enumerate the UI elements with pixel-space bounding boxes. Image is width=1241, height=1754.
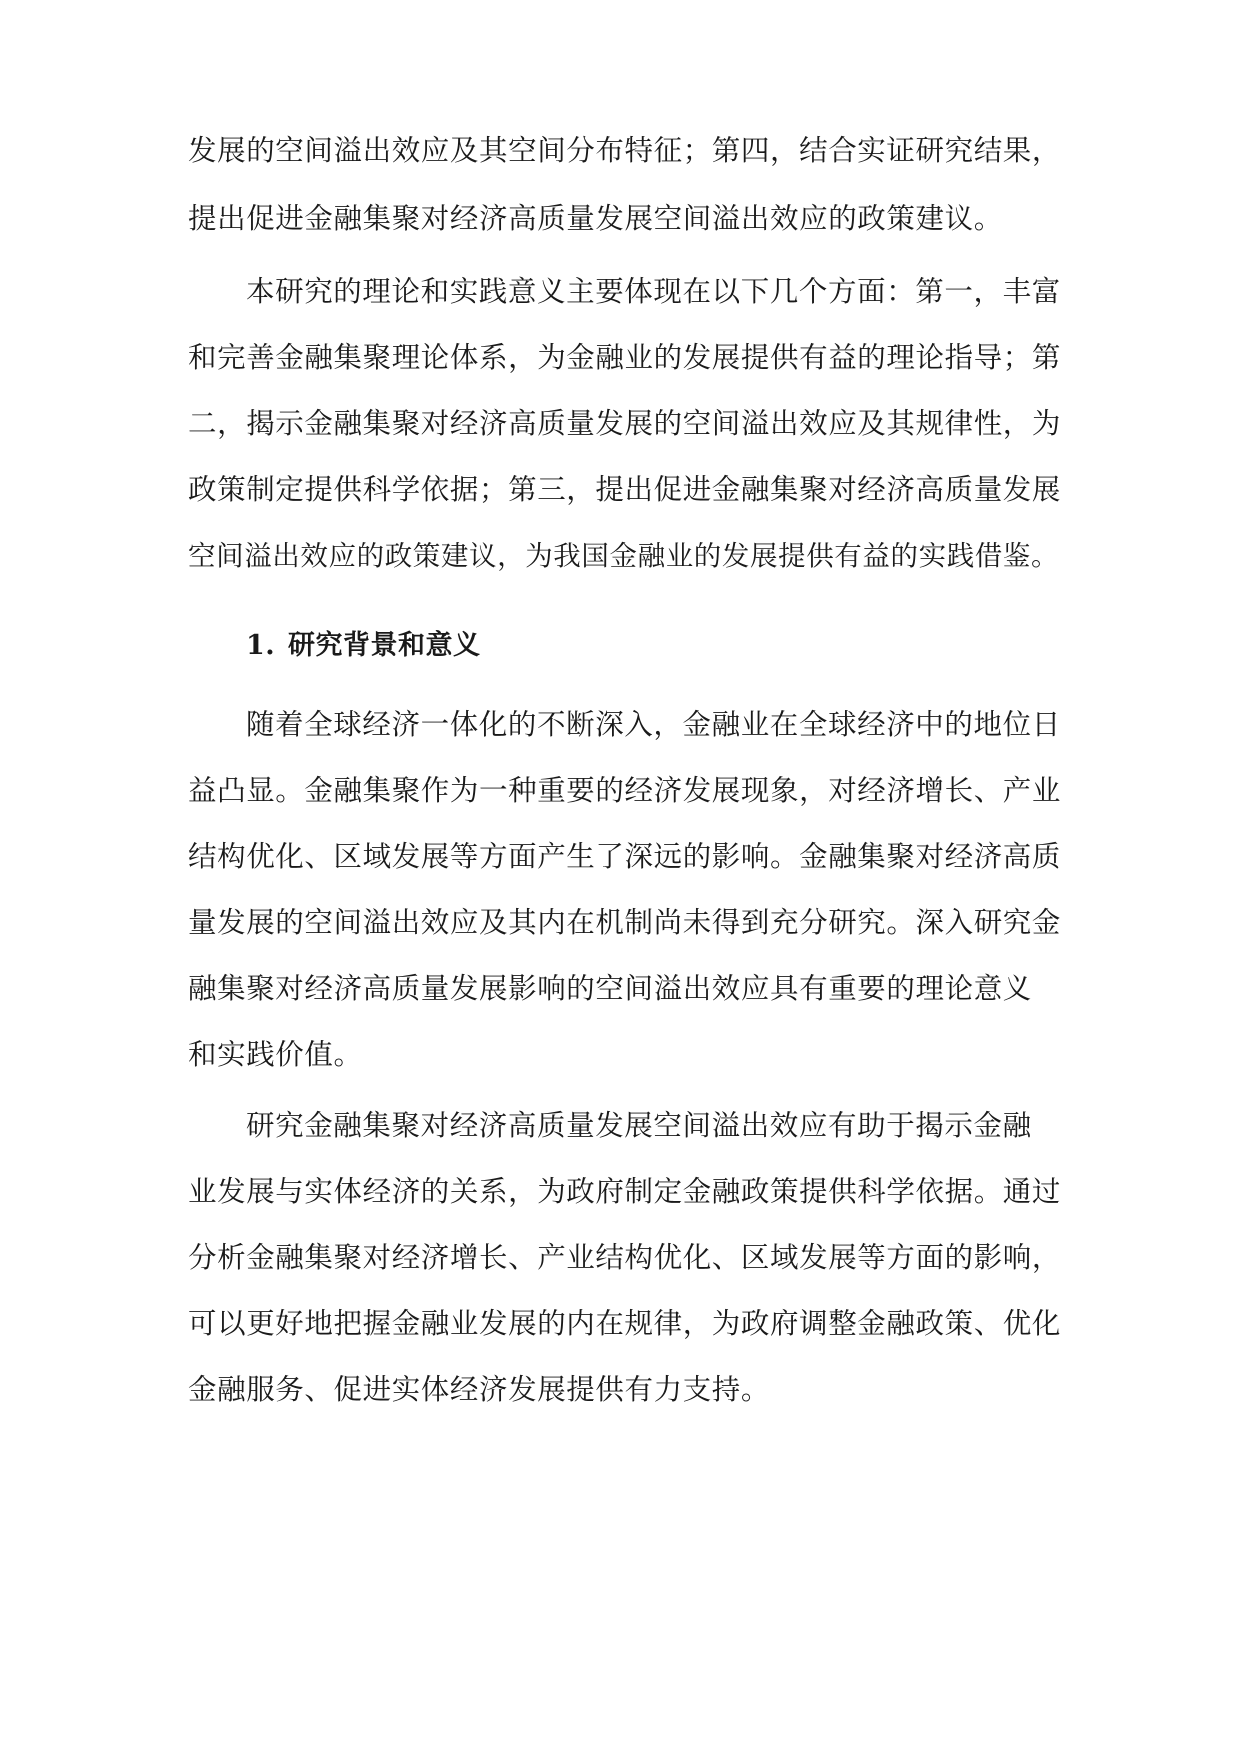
section-heading: [246, 626, 1126, 666]
section-number: 1.: [246, 630, 276, 661]
paragraph-line: 随着全球经济一体化的不断深入，金融业在全球经济中的地位日: [246, 708, 1061, 741]
paragraph-line: 空间溢出效应的政策建议，为我国金融业的发展提供有益的实践借鉴。: [188, 540, 1060, 572]
paragraph-line: 益凸显。金融集聚作为一种重要的经济发展现象，对经济增长、产业: [188, 774, 1062, 807]
paragraph-line: 融集聚对经济高质量发展影响的空间溢出效应具有重要的理论意义: [188, 972, 1032, 1005]
paragraph-line: 可以更好地把握金融业发展的内在规律，为政府调整金融政策、优化: [188, 1307, 1062, 1340]
paragraph-line: 结构优化、区域发展等方面产生了深远的影响。金融集聚对经济高质: [188, 840, 1062, 873]
paragraph-line: 研究金融集聚对经济高质量发展空间溢出效应有助于揭示金融: [246, 1109, 1032, 1142]
section-title: 研究背景和意义: [288, 630, 481, 661]
paragraph-line: 量发展的空间溢出效应及其内在机制尚未得到充分研究。深入研究金: [188, 906, 1062, 939]
paragraph-line: 本研究的理论和实践意义主要体现在以下几个方面：第一，丰富: [246, 275, 1061, 308]
paragraph-line: 政策制定提供科学依据；第三，提出促进金融集聚对经济高质量发展: [188, 473, 1062, 506]
paragraph-line: 发展的空间溢出效应及其空间分布特征；第四，结合实证研究结果，: [188, 134, 1062, 167]
paragraph-line: 提出促进金融集聚对经济高质量发展空间溢出效应的政策建议。: [188, 202, 1003, 235]
paragraph-line: 和完善金融集聚理论体系，为金融业的发展提供有益的理论指导；第: [188, 341, 1062, 374]
paragraph-line: 二，揭示金融集聚对经济高质量发展的空间溢出效应及其规律性，为: [188, 407, 1062, 440]
paragraph-line: 金融服务、促进实体经济发展提供有力支持。: [188, 1373, 771, 1406]
paragraph-line: 业发展与实体经济的关系，为政府制定金融政策提供科学依据。通过: [188, 1175, 1062, 1208]
paragraph-line: 和实践价值。: [188, 1038, 363, 1071]
paragraph-line: 分析金融集聚对经济增长、产业结构优化、区域发展等方面的影响，: [188, 1241, 1062, 1274]
